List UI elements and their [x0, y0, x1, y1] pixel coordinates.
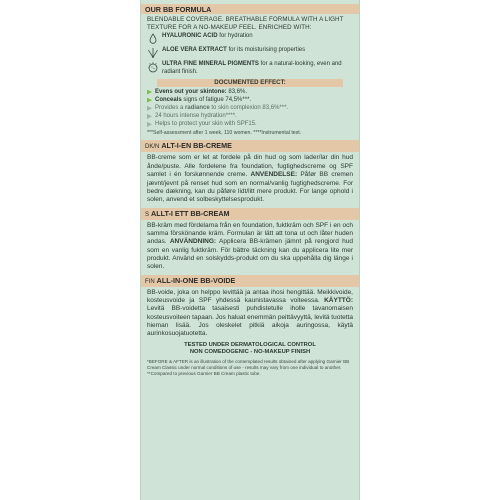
footer-claims: TESTED UNDER DERMATOLOGICAL CONTROL NON COMEDOGENIC - NO-MAKEUP FINISH — [184, 341, 316, 356]
bullet-arrow-icon — [147, 122, 152, 127]
effect-item: Provides a radiance to skin complexion 83,6%***. — [147, 104, 353, 112]
ingredient-aloe: ALOE VERA EXTRACT for its moisturising properties — [147, 47, 353, 59]
effect-item: Helps to protect your skin with SPF15. — [147, 120, 353, 128]
effect-item: 24 hours intense hydration****. — [147, 112, 353, 120]
effect-item: Conceals signs of fatigue 74,5%***. — [147, 96, 353, 104]
aloe-leaf-icon — [147, 47, 159, 59]
ingredient-mineral: ULTRA FINE MINERAL PIGMENTS for a natural-looking, even and radiant finish. — [147, 61, 353, 76]
bullet-arrow-icon — [147, 114, 152, 119]
effects-footnote: ***Self-assessment after 1 week, 110 women. ****Instrumental test. — [147, 130, 302, 137]
fi-text: BB-voide, joka on helppo levittää ja antaa ihosi hengittää. Meikkivoide, kosteusvoide ja SPF yhdessä kaunistavassa voiteessa. KÄYTTÖ: Levitä BB-voidetta tasaisesti puhdistetulle iholle tavanomaisen kosteusvoiteen tapaan. Jos haluat enemmän peittävyyttä, levitä tuotetta hieman lisää. Jos oleskelet pitkiä aikoja auringossa, käytä aurinkosuojatuotetta. — [147, 288, 353, 338]
se-text: BB-kräm med fördelarna från en foundation, fuktkräm och SPF i en och samma förskönande kräm. Formulan är lätt att tona ut och låter huden andas. ANVÄNDNING: Applicera BB-krämen jämnt på rengjord hud som en vanlig fuktkräm. För bättre täckning kan du applicera lite mer produkt. Använd en solskydds-produkt om du ska uppehålla dig länge i solen. — [147, 221, 353, 271]
bullet-arrow-icon — [147, 98, 152, 103]
effect-item: Evens out your skintone: 83,6%. — [147, 88, 353, 96]
formula-heading: OUR BB FORMULA — [141, 4, 359, 14]
mineral-pigment-icon — [147, 61, 159, 73]
droplet-icon — [147, 33, 159, 45]
ingredient-hyaluronic: HYALURONIC ACID for hydration — [147, 33, 353, 45]
fi-heading: FIN ALL-IN-ONE BB-VOIDE — [141, 275, 359, 287]
bullet-arrow-icon — [147, 90, 152, 95]
formula-intro: BLENDABLE COVERAGE. BREATHABLE FORMULA WITH A LIGHT TEXTURE FOR A NO-MAKEUP FEEL. ENRICHED WITH: — [147, 16, 344, 31]
footer-fine-print: *BEFORE & AFTER is an illustration of the contemplated results obtained after applying Garnier BB Cream Classic under normal conditions of use - results may vary from one individual to another. **Compared to previous Garnier BB Cream plastic tube. — [147, 359, 350, 377]
documented-effect-heading: DOCUMENTED EFFECT: — [157, 79, 343, 87]
bullet-arrow-icon — [147, 106, 152, 111]
package-back-panel — [140, 0, 360, 500]
effects-list — [147, 88, 353, 128]
dk-heading: DK/N ALT-I-EN BB-CREME — [141, 140, 359, 152]
se-heading: S ALLT-I ETT BB-CREAM — [141, 208, 359, 220]
dk-text: BB-creme som er let at fordele på din hud og som lader/lar din hud ånde/puste. Alle fordelene fra foundation, fugtighedscreme og SPF samlet i én forskønnende creme. ANVENDELSE: Påfør BB cremen jævnt/jevnt på renset hud som en normal/vanlig fugtighedscreme. For bedre dækning, kan du påføre lidt/litt mere produkt. For lange ophold i solen, anvend et solbeskyttelsesprodukt. — [147, 154, 353, 204]
